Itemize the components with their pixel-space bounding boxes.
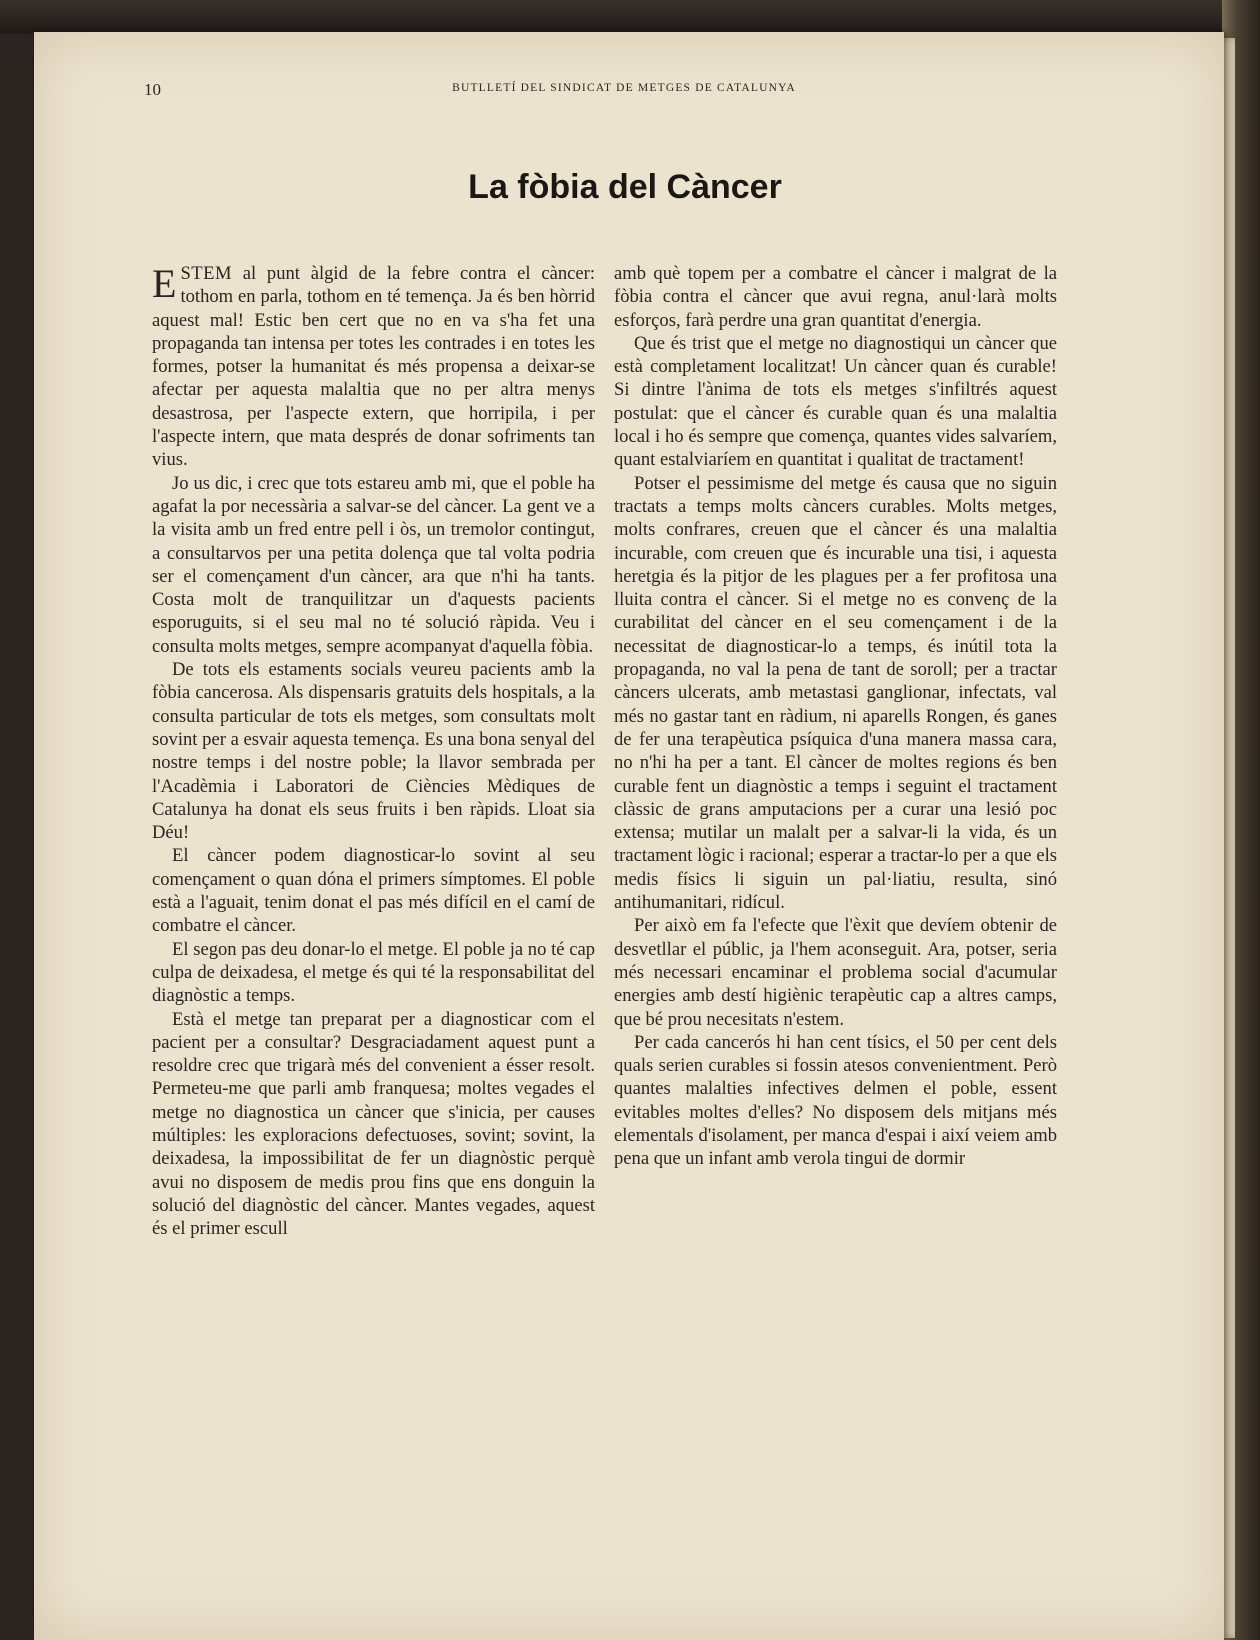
running-head: BUTLLETÍ DEL SINDICAT DE METGES DE CATALUNYA: [452, 82, 796, 94]
scan-background-top: [0, 0, 1260, 34]
drop-cap: E: [152, 261, 177, 306]
paragraph: Que és trist que el metge no diagnostiqui un càncer que està completament localitzat! Un càncer quan és curable! Si dintre l'ànima de tots els metges s'infiltrés aquest postulat: que el càncer és curable quan és una malaltia local i ho és sempre que comença, quantes vides salvaríem, quant estalviaríem en quantitat i qualitat de tractament!: [614, 332, 1057, 471]
paragraph: [152, 262, 595, 472]
paragraph: Per cada cancerós hi han cent tísics, el 50 per cent dels quals serien curables si fossin atesos convenientment. Però quantes malalties infectives delmen el poble, essent evitables moltes d'elles? No disposem dels mitjans més elementals d'isolament, per manca d'espai i així veiem amb pena que un infant amb verola tingui de dormir: [614, 1031, 1057, 1170]
first-word: STEM: [180, 263, 233, 284]
paragraph-text: al punt àlgid de la febre contra el càncer: tothom en parla, tothom en té temença. Ja és ben hòrrid aquest mal! Estic ben cert que no en va s'ha fet una propaganda tan intensa per totes les contrades i en totes les formes, potser la humanitat és més propensa a deixar-se afectar per aquesta malaltia que no per altra menys desastrosa, per l'aspecte extern, que horripila, i per l'aspecte intern, que mata després de donar sofriments tan vius.: [152, 263, 595, 471]
paragraph: Jo us dic, i crec que tots estareu amb mi, que el poble ha agafat la por necessària a salvar-se del càncer. La gent ve a la visita amb un fred entre pell i òs, un tremolor contingut, a consultarvos per una petita dolença que tal volta podria ser el començament d'un càncer, ara que n'hi ha tants. Costa molt de tranquilitzar un d'aquests pacients esporuguits, si el seu mal no té solució ràpida. Veu i consulta molts metges, sempre acompanyat d'aquella fòbia.: [152, 472, 595, 657]
page-header: [144, 80, 1134, 100]
paragraph: Potser el pessimisme del metge és causa que no siguin tractats a temps molts càncers curables. Molts metges, molts confrares, creuen que el càncer és una malaltia incurable, com creuen que és incurable una tisi, i aquesta heretgia és la pitjor de les plagues per a fer profitosa una lluita contra el càncer. Si el metge no es convenç de la curabilitat del càncer en el seu començament i de la necessitat de diagnosticar-lo a temps, és inútil tota la propaganda, no val la pena de tant de soroll; per a tractar càncers ulcerats, amb metastasi ganglionar, infectats, val més no gastar tant en ràdium, ni aparells Rongen, és ganes de fer una terapèutica psíquica d'una manera massa cara, no n'hi ha per a tant. El càncer de moltes regions és ben curable fent un diagnòstic a temps i seguint el tractament clàssic de grans amputacions per a curar una lesió poc extensa; mutilar un malalt per a salvar-li la vida, és un tractament lògic i racional; esperar a tractar-lo per a que els medis físics li siguin un pal·liatiu, resulta, sinó antihumanitari, ridícul.: [614, 472, 1057, 914]
paragraph: De tots els estaments socials veureu pacients amb la fòbia cancerosa. Als dispensaris gratuits dels hospitals, a la consulta particular de tots els metges, som consultats molt sovint per a esvair aquesta temença. Es una bona senyal del nostre temps i del nostre poble; la llavor sembrada per l'Acadèmia i Laboratori de Ciències Mèdiques de Catalunya ha donat els seus fruits i ben ràpids. Lloat sia Déu!: [152, 659, 595, 844]
article-title: La fòbia del Càncer: [468, 168, 782, 206]
right-column: [614, 262, 1057, 1171]
paragraph: amb què topem per a combatre el càncer i malgrat de la fòbia contra el càncer que avui regna, anul·larà molts esforços, farà perdre una gran quantitat d'energia.: [614, 263, 1057, 331]
left-column: [152, 262, 595, 1240]
page-number: 10: [144, 80, 161, 99]
paragraph: Per això em fa l'efecte que l'èxit que devíem obtenir de desvetllar el públic, ja l'hem aconseguit. Ara, potser, seria més necessari encaminar el problema social d'acumular energies amb destí higiènic terapèutic cap a altres camps, que bé prou necesitats n'estem.: [614, 915, 1057, 1030]
paragraph: Està el metge tan preparat per a diagnosticar com el pacient per a consultar? Desgraciadament aquest punt a resoldre crec que trigarà més del convenient a ésser resolt. Permeteu-me que parli amb franquesa; moltes vegades el metge no diagnostica un càncer que s'inicia, per causes múltiples: les exploracions defectuoses, sovint; sovint, la deixadesa, la impossibilitat de fer un diagnòstic perquè avui no disposem de medis prou fins que ens donguin la solució del diagnòstic del càncer. Mantes vegades, aquest és el primer escull: [152, 1008, 595, 1240]
paragraph: El segon pas deu donar-lo el metge. El poble ja no té cap culpa de deixadesa, el metge és qui té la responsabilitat del diagnòstic a temps.: [152, 938, 595, 1007]
paragraph: El càncer podem diagnosticar-lo sovint al seu començament o quan dóna el primers símptomes. El poble està a l'aguait, tenim donat el pas més difícil en el camí de combatre el càncer.: [152, 845, 595, 937]
